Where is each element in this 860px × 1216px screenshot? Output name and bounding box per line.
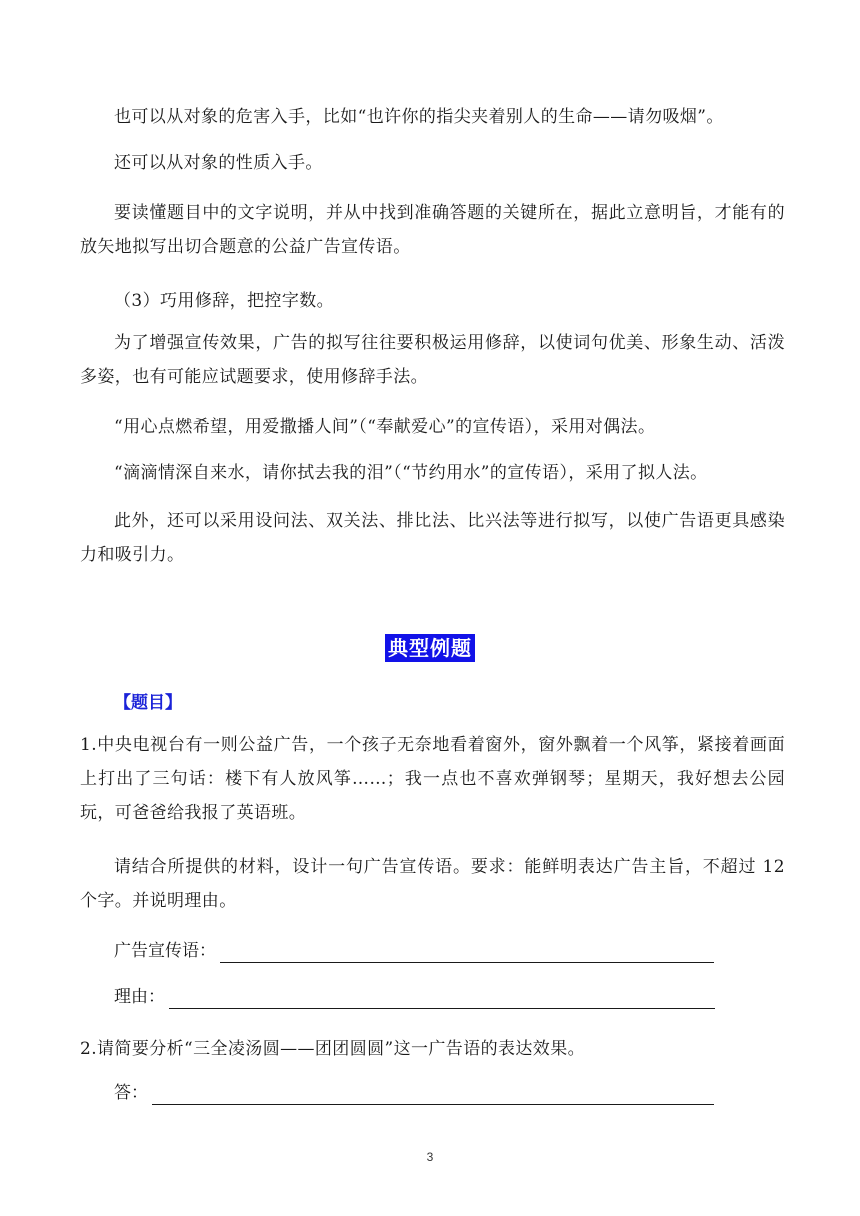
paragraph-rhetoric-explanation: 为了增强宣传效果，广告的拟写往往要积极运用修辞，以使词句优美、形象生动、活泼多姿，也有可能应试题要求，使用修辞手法。 [80,333,785,387]
question-label: 【题目】 [114,693,182,713]
question-1-instruction: 请结合所提供的材料，设计一句广告宣传语。要求：能鲜明表达广告主旨，不超过 12 个字。并说明理由。 [80,857,785,911]
q2-answer-label: 答： [114,1083,148,1103]
slogan-answer-row [114,936,714,966]
paragraph-antithesis-example: “用心点燃希望，用爱撒播人间”（“奉献爱心”的宣传语），采用对偶法。 [114,417,656,437]
paragraph-harm-approach: 也可以从对象的危害入手，比如“也许你的指尖夹着别人的生命——请勿吸烟”。 [114,107,724,127]
q2-answer-blank[interactable] [152,1082,714,1105]
page-number: 3 [426,1150,434,1164]
paragraph-rhetoric-heading: （3）巧用修辞，把控字数。 [114,291,335,311]
slogan-label: 广告宣传语： [114,941,216,961]
paragraph-other-methods: 此外，还可以采用设问法、双关法、排比法、比兴法等进行拟写，以使广告语更具感染力和吸引力。 [80,511,785,565]
section-title: 典型例题 [385,634,475,662]
question-2-text: 2.请简要分析“三全凌汤圆——团团圆圆”这一广告语的表达效果。 [80,1039,586,1059]
reason-label: 理由： [114,987,165,1007]
question-1-text: 1.中央电视台有一则公益广告，一个孩子无奈地看着窗外，窗外飘着一个风筝，紧接着画面上打出了三句话：楼下有人放风筝……；我一点也不喜欢弹钢琴；星期天，我好想去公园玩，可爸爸给我报了英语班。 [80,735,785,823]
reason-answer-row [114,982,715,1012]
reason-answer-blank[interactable] [169,986,715,1009]
slogan-answer-blank[interactable] [220,940,714,963]
paragraph-read-question: 要读懂题目中的文字说明，并从中找到准确答题的关键所在，据此立意明旨，才能有的放矢地拟写出切合题意的公益广告宣传语。 [80,203,785,257]
paragraph-nature-approach: 还可以从对象的性质入手。 [114,153,323,173]
section-title-container [0,634,860,662]
paragraph-personification-example: “滴滴情深自来水，请你拭去我的泪”（“节约用水”的宣传语），采用了拟人法。 [114,463,708,483]
q2-answer-row [114,1078,714,1108]
